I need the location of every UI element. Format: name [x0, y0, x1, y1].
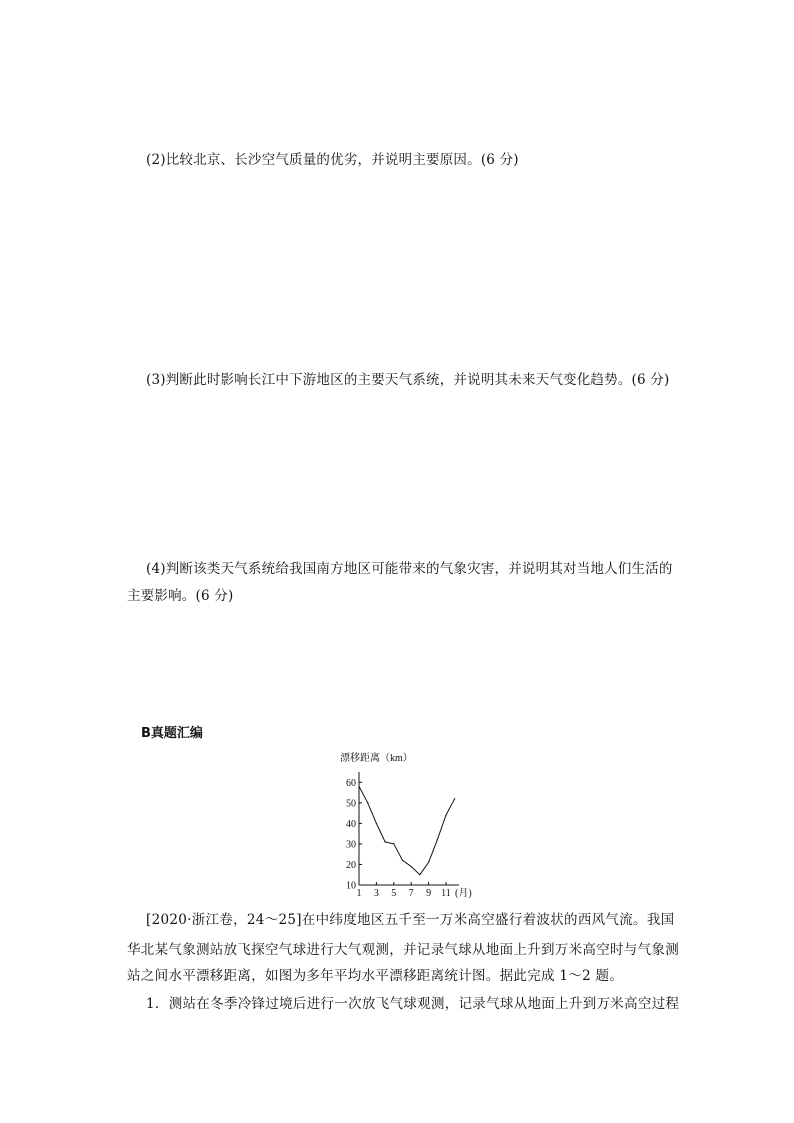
question-4-line-2: 主要影响。(6 分)	[127, 588, 234, 604]
chart-data-point	[454, 798, 455, 799]
chart-data-point	[445, 815, 446, 816]
chart-y-tick-label: 40	[346, 818, 356, 830]
chart-data-point	[428, 862, 429, 863]
chart-y-tick-label: 10	[346, 880, 356, 892]
chart-x-tick-label: 1	[356, 888, 362, 899]
question-2: (2)比较北京、长沙空气质量的优劣，并说明主要原因。(6 分)	[146, 152, 519, 168]
chart-data-point	[367, 802, 368, 803]
chart-data-point	[437, 839, 438, 840]
question-3: (3)判断此时影响长江中下游地区的主要天气系统，并说明其未来天气变化趋势。(6 分)	[146, 372, 670, 388]
chart-y-tick-label: 50	[346, 798, 356, 810]
chart-x-unit: (月)	[455, 888, 472, 899]
chart-y-tick-label: 60	[346, 777, 356, 789]
passage-line-3: 站之间水平漂移距离，如图为多年平均水平漂移距离统计图。据此完成 1～2 题。	[127, 968, 624, 984]
chart-x-tick-label: 5	[391, 888, 397, 899]
chart-y-label: 漂移距离（km）	[340, 753, 413, 764]
passage-line-2: 华北某气象测站放飞探空气球进行大气观测，并记录气球从地面上升到万米高空时与气象测	[127, 942, 679, 958]
chart-y-tick-label: 30	[346, 839, 356, 851]
chart-data-point	[419, 874, 420, 875]
chart-y-tick-label: 20	[346, 859, 356, 871]
chart-data-point	[402, 860, 403, 861]
chart-data-point	[376, 823, 377, 824]
chart-data-point	[385, 841, 386, 842]
chart-series-line	[359, 786, 455, 874]
chart-x-tick-label: 7	[408, 888, 414, 899]
chart-data-point	[393, 843, 394, 844]
question-4-line-1: (4)判断该类天气系统给我国南方地区可能带来的气象灾害，并说明其对当地人们生活的	[146, 561, 673, 577]
chart-data-point	[411, 866, 412, 867]
drift-distance-chart	[338, 748, 478, 900]
question-1-line: 1．测站在冬季冷锋过境后进行一次放飞气球观测，记录气球从地面上升到万米高空过程	[146, 996, 680, 1012]
passage-line-1: [2020·浙江卷，24～25]在中纬度地区五千至一万米高空盛行着波状的西风气流。我国	[146, 912, 675, 928]
chart-x-tick-label: 9	[426, 888, 432, 899]
chart-data-point	[358, 786, 359, 787]
section-title: B真题汇编	[141, 726, 203, 741]
chart-x-tick-label: 3	[373, 888, 379, 899]
chart-x-tick-label: 11	[441, 888, 451, 899]
